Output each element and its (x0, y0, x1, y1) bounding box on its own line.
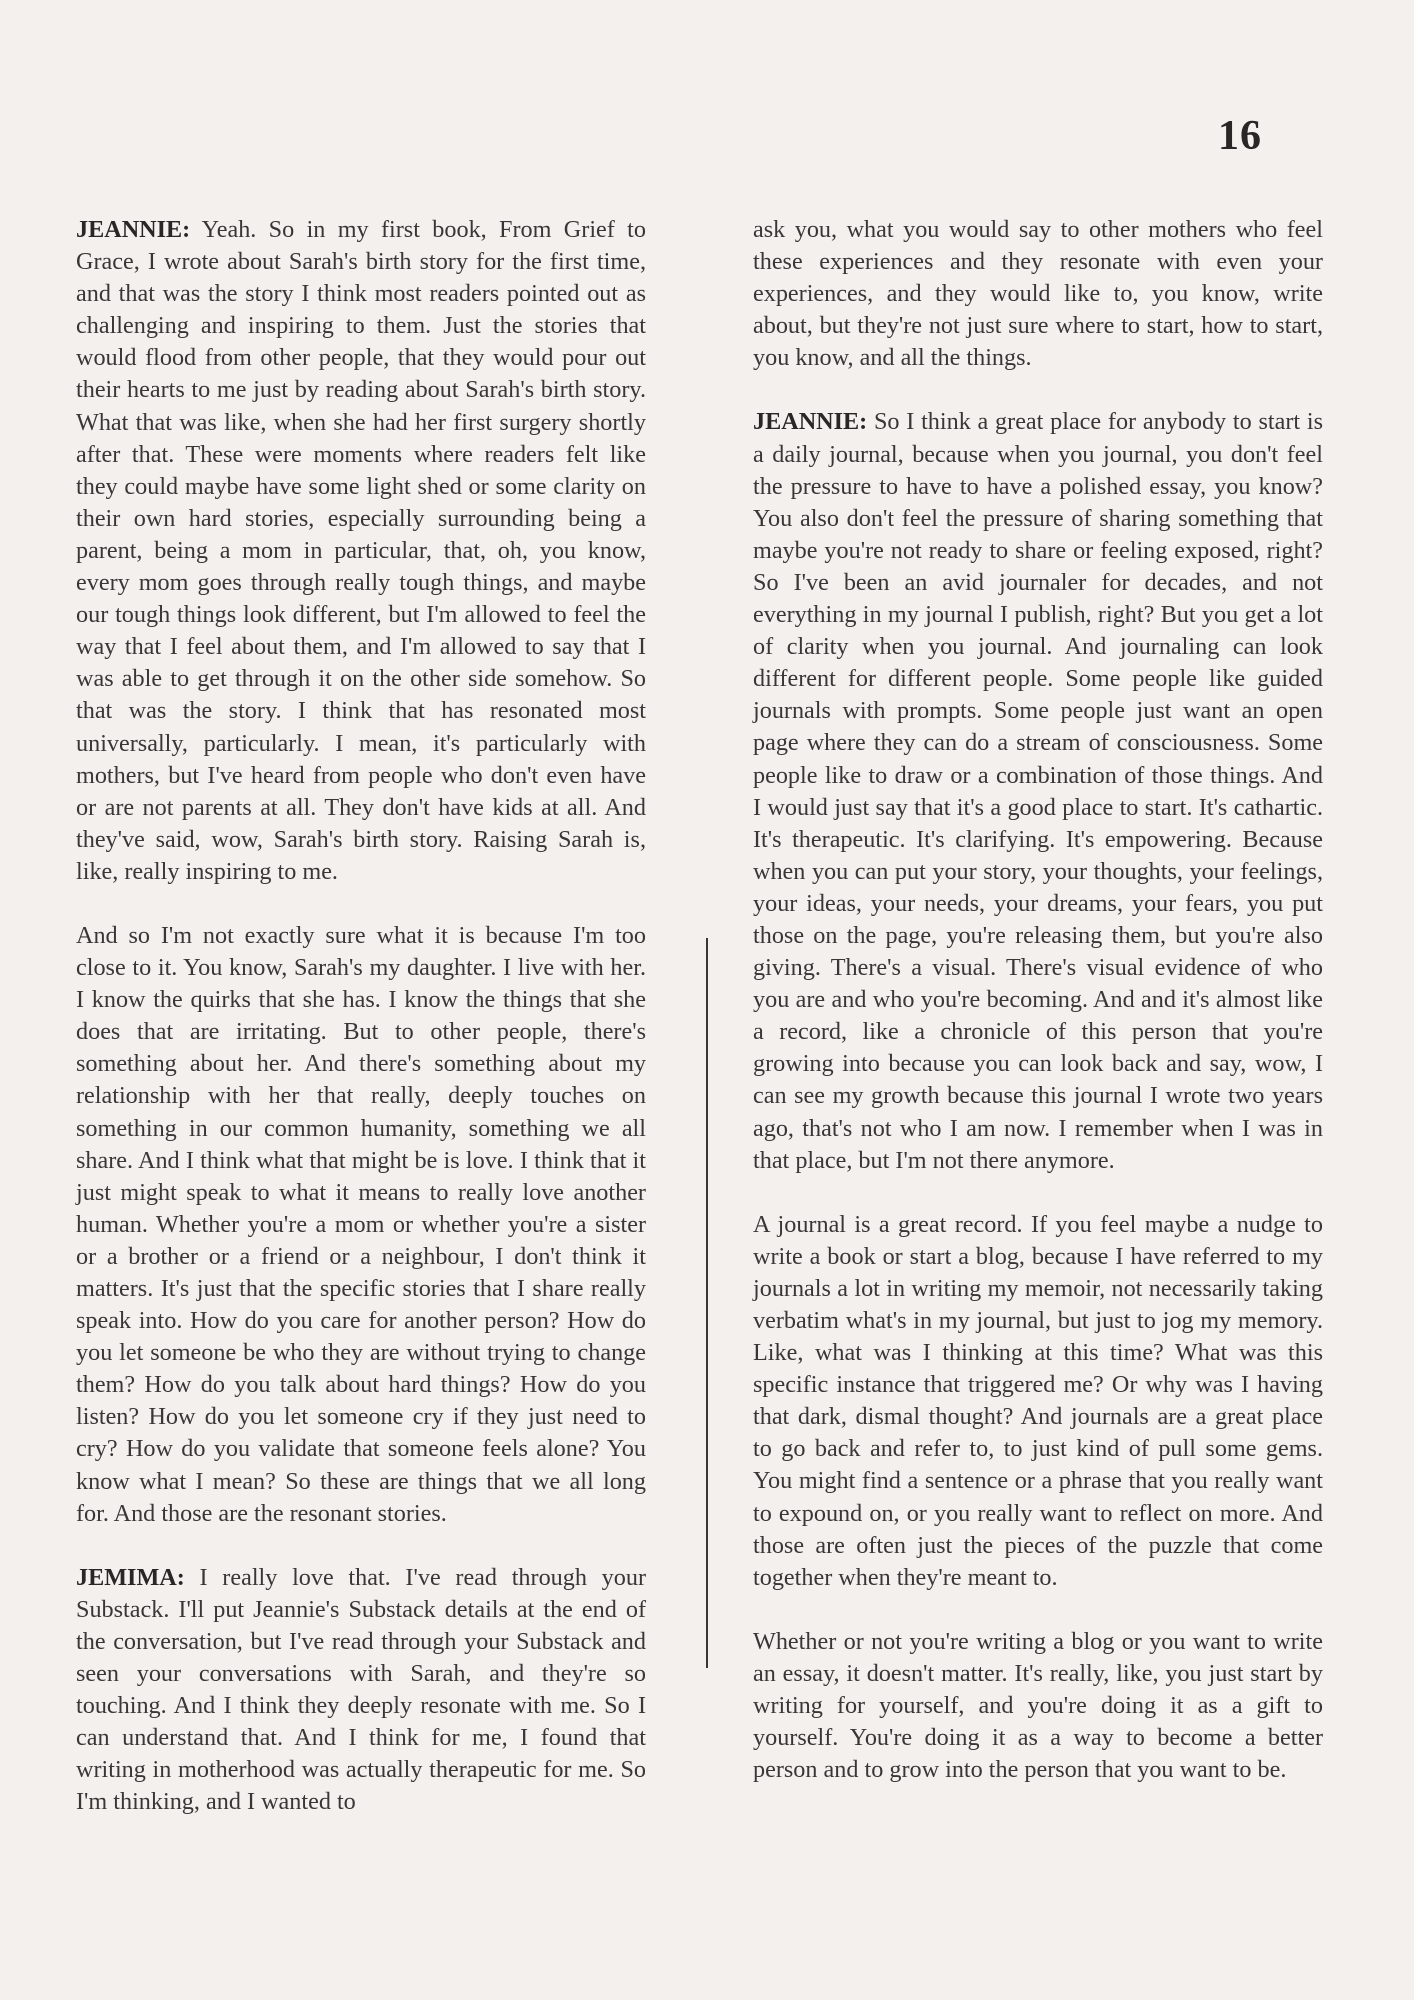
paragraph-jemima-question-continued (753, 214, 1323, 374)
right-column (753, 214, 1323, 1786)
paragraph-not-exactly-sure (76, 920, 646, 1530)
paragraph-jeannie-daily-journal (753, 406, 1323, 1176)
paragraph-jemima-question (76, 1562, 646, 1819)
paragraph-text: Yeah. So in my first book, From Grief to Grace, I wrote about Sarah's birth story for the first time, and that was the story I think most readers pointed out as challenging and inspiring to them. Just the stories that would flood from other people, that they would pour out their hearts to me just by reading about Sarah's birth story. What that was like, when she had her first surgery shortly after that. These were moments where readers felt like they could maybe have some light shed or some clarity on their own hard stories, especially surrounding being a parent, being a mom in particular, that, oh, you know, every mom goes through really tough things, and maybe our tough things look different, but I'm allowed to feel the way that I feel about them, and I'm allowed to say that I was able to get through it on the other side somehow. So that was the story. I think that has resonated most universally, particularly. I mean, it's particularly with mothers, but I've heard from people who don't even have or are not parents at all. They don't have kids at all. And they've said, wow, Sarah's birth story. Raising Sarah is, like, really inspiring to me. (76, 216, 646, 885)
column-divider (706, 938, 708, 1668)
left-column (76, 214, 646, 1819)
paragraph-text: And so I'm not exactly sure what it is because I'm too close to it. You know, Sarah's my daughter. I live with her. I know the quirks that she has. I know the things that she does that are irritating. But to other people, there's something about her. And there's something about my relationship with her that really, deeply touches on something in our common humanity, something we all share. And I think what that might be is love. I think that it just might speak to what it means to really love another human. Whether you're a mom or whether you're a sister or a brother or a friend or a neighbour, I don't think it matters. It's just that the specific stories that I share really speak into. How do you care for another person? How do you let someone be who they are without trying to change them? How do you talk about hard things? How do you listen? How do you let someone cry if they just need to cry? How do you validate that someone feels alone? You know what I mean? So these are things that we all long for. And those are the resonant stories. (76, 921, 646, 1527)
paragraph-text: ask you, what you would say to other mothers who feel these experiences and they resonate with even your experiences, and they would like to, you know, write about, but they're not just sure where to start, how to start, you know, and all the things. (753, 216, 1323, 372)
page-number: 16 (1218, 113, 1262, 159)
paragraph-jeannie-first-book (76, 214, 646, 888)
paragraph-text: I really love that. I've read through your Substack. I'll put Jeannie's Substack details at the end of the conversation, but I've read through your Substack and seen your conversations with Sarah, and they're so touching. And I think they deeply resonate with me. So I can understand that. And I think for me, I found that writing in motherhood was actually therapeutic for me. So I'm thinking, and I wanted to (76, 1563, 646, 1816)
paragraph-text: So I think a great place for anybody to start is a daily journal, because when you journal, you don't feel the pressure to have to have a polished essay, you know? You also don't feel the pressure of sharing something that maybe you're not ready to share or feeling exposed, right? So I've been an avid journaler for decades, and not everything in my journal I publish, right? But you get a lot of clarity when you journal. And journaling can look different for different people. Some people like guided journals with prompts. Some people just want an open page where they can do a stream of consciousness. Some people like to draw or a combination of those things. And I would just say that it's a good place to start. It's cathartic. It's therapeutic. It's clarifying. It's empowering. Because when you can put your story, your thoughts, your feelings, your ideas, your needs, your dreams, your fears, you put those on the page, you're releasing them, but you're also giving. There's a visual. There's visual evidence of who you are and who you're becoming. And and it's almost like a record, like a chronicle of this person that you're growing into because you can look back and say, wow, I can see my growth because this journal I wrote two years ago, that's not who I am now. I remember when I was in that place, but I'm not there anymore. (753, 408, 1323, 1174)
speaker-label: JEANNIE: (76, 216, 191, 243)
paragraph-text: Whether or not you're writing a blog or you want to write an essay, it doesn't matter. It's really, like, you just start by writing for yourself, and you're doing it as a gift to yourself. You're doing it as a way to become a better person and to grow into the person that you want to be. (753, 1627, 1323, 1784)
paragraph-writing-for-yourself (753, 1626, 1323, 1786)
paragraph-journal-record (753, 1209, 1323, 1594)
speaker-label: JEMIMA: (76, 1563, 185, 1591)
speaker-label: JEANNIE: (753, 408, 868, 436)
paragraph-text: A journal is a great record. If you feel maybe a nudge to write a book or start a blog, because I have referred to my journals a lot in writing my memoir, not necessarily taking verbatim what's in my journal, but just to jog my memory. Like, what was I thinking at this time? What was this specific instance that triggered me? Or why was I having that dark, dismal thought? And journals are a great place to go back and refer to, to just kind of pull some gems. You might find a sentence or a phrase that you really want to expound on, or you really want to reflect on more. And those are often just the pieces of the puzzle that come together when they're meant to. (753, 1210, 1323, 1591)
